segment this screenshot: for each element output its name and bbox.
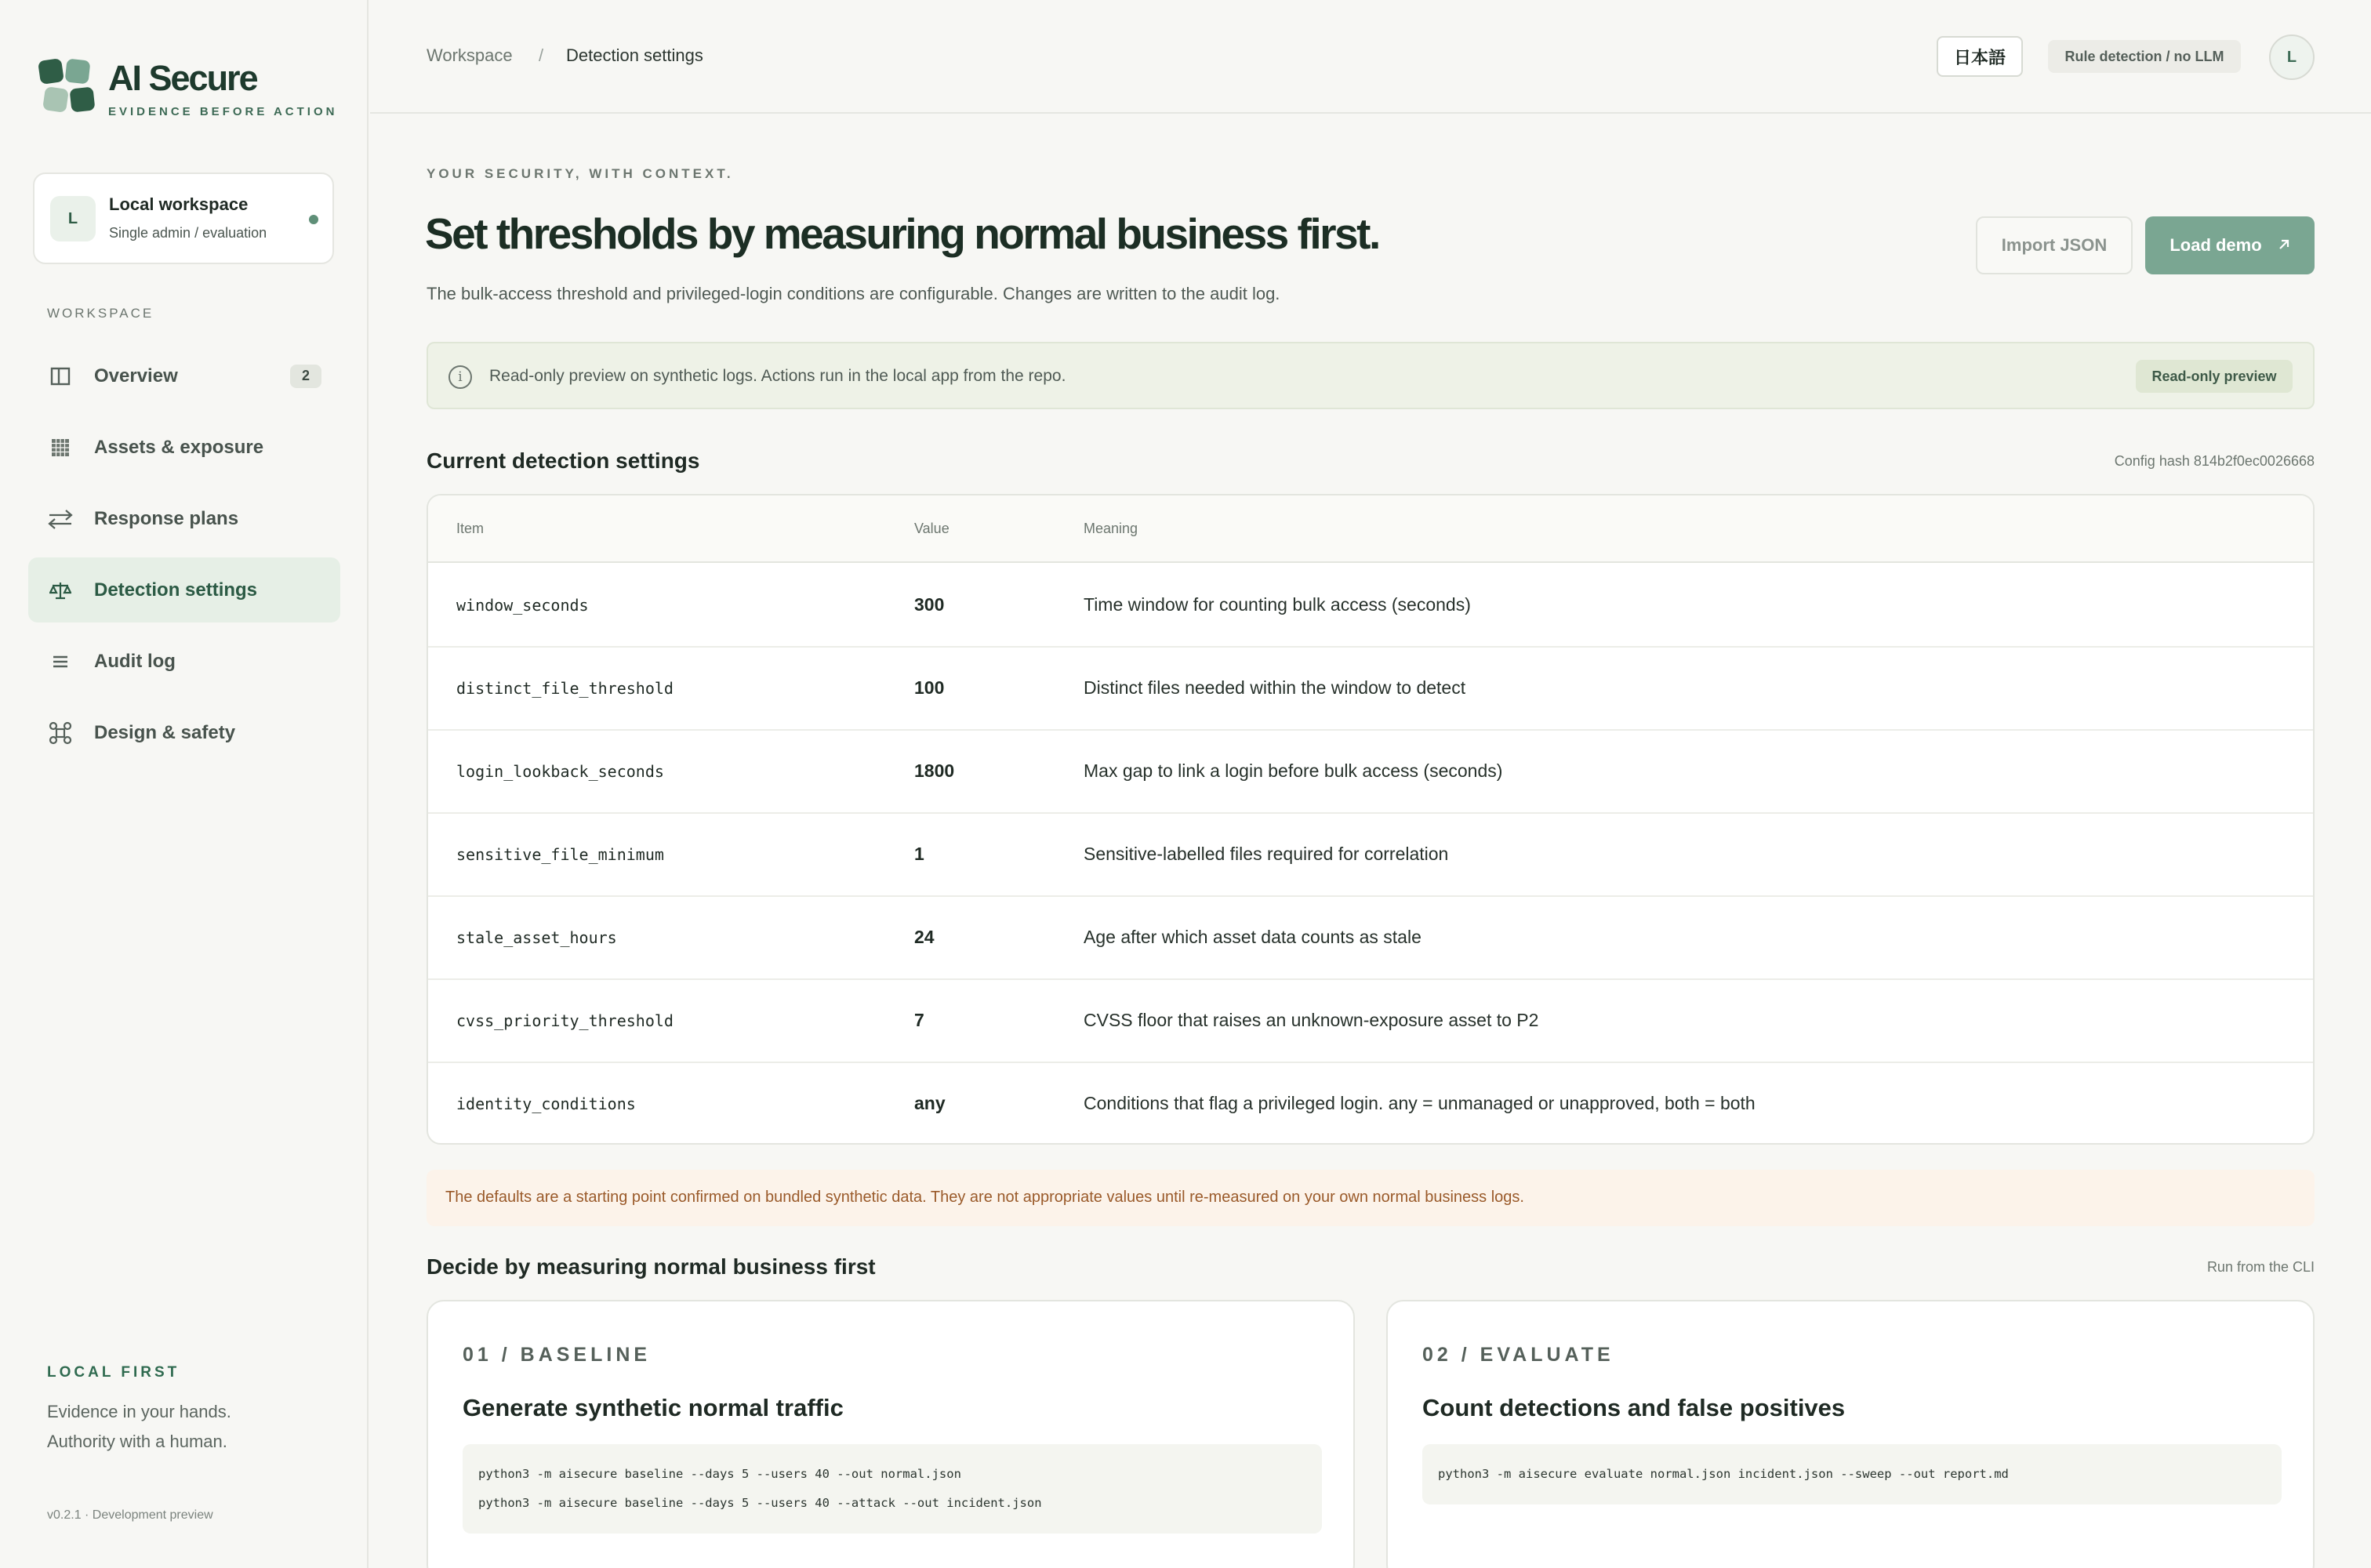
sidebar-item-response-plans[interactable]	[28, 486, 340, 551]
column-header-meaning: Meaning	[1084, 521, 1138, 536]
setting-meaning: Max gap to link a login before bulk access (seconds)	[1084, 760, 1503, 781]
setting-key: sensitive_file_minimum	[456, 845, 664, 864]
breadcrumb-root[interactable]: Workspace	[427, 45, 513, 65]
table-row	[428, 1063, 2313, 1145]
columns-icon	[47, 363, 74, 390]
baseline-card	[427, 1300, 1355, 1568]
page-description: The bulk-access threshold and privileged-login conditions are configurable. Changes are written to the audit log.	[427, 284, 1280, 303]
setting-key: login_lookback_seconds	[456, 762, 664, 781]
config-hash: Config hash 814b2f0ec0026668	[2114, 453, 2315, 469]
arrow-up-right-icon	[2278, 235, 2290, 256]
setting-value: 100	[914, 677, 945, 698]
setting-value: 1	[914, 844, 924, 864]
sidebar-item-assets[interactable]	[28, 415, 340, 480]
code-line: python3 -m aisecure evaluate normal.json incident.json --sweep --out report.md	[1438, 1467, 2009, 1481]
local-first-line-1: Evidence in your hands.	[47, 1402, 231, 1421]
sidebar-item-label: Detection settings	[94, 579, 258, 601]
info-icon: i	[448, 365, 472, 389]
sidebar	[0, 0, 369, 1568]
setting-meaning: Conditions that flag a privileged login. any = unmanaged or unapproved, both = both	[1084, 1093, 1756, 1113]
workspace-subtitle: Single admin / evaluation	[109, 225, 267, 241]
user-avatar[interactable]: L	[2269, 34, 2315, 80]
sidebar-item-label: Assets & exposure	[94, 436, 264, 458]
code-line: python3 -m aisecure baseline --days 5 --users 40 --attack --out incident.json	[478, 1496, 1042, 1510]
import-json-button[interactable]: Import JSON	[1976, 216, 2133, 274]
setting-value: 7	[914, 1010, 924, 1030]
nav-section-label: WORKSPACE	[47, 306, 154, 321]
table-row	[428, 648, 2313, 731]
measure-section-title: Decide by measuring normal business first	[427, 1254, 876, 1279]
brand-name: AI Secure	[108, 58, 257, 98]
scales-icon	[47, 577, 74, 604]
page-title: Set thresholds by measuring normal business first.	[425, 209, 1379, 258]
notice-text: Read-only preview on synthetic logs. Actions run in the local app from the repo.	[489, 367, 1066, 385]
setting-meaning: Age after which asset data counts as stale	[1084, 927, 1422, 947]
local-first-line-2: Authority with a human.	[47, 1432, 227, 1451]
setting-meaning: Sensitive-labelled files required for correlation	[1084, 844, 1449, 864]
brand-logo-icon	[39, 60, 94, 114]
list-icon	[47, 648, 74, 675]
sidebar-item-design-safety[interactable]	[28, 700, 340, 765]
column-header-value: Value	[914, 521, 949, 536]
sidebar-item-label: Overview	[94, 365, 178, 387]
card-step-label: 01 / BASELINE	[463, 1344, 652, 1366]
overview-count-badge: 2	[290, 365, 321, 388]
setting-meaning: Time window for counting bulk access (seconds)	[1084, 594, 1471, 615]
setting-value: 300	[914, 594, 945, 615]
sidebar-item-label: Design & safety	[94, 721, 236, 743]
setting-key: identity_conditions	[456, 1094, 636, 1113]
table-row	[428, 897, 2313, 980]
setting-meaning: Distinct files needed within the window to detect	[1084, 677, 1466, 698]
workspace-switcher[interactable]	[33, 172, 334, 264]
topbar	[370, 0, 2371, 114]
settings-table	[427, 494, 2315, 1145]
setting-value: 1800	[914, 760, 955, 781]
mode-badge: Rule detection / no LLM	[2048, 40, 2241, 73]
brand-tagline: EVIDENCE BEFORE ACTION	[108, 105, 338, 118]
command-icon	[47, 720, 74, 746]
table-row	[428, 980, 2313, 1063]
table-header	[428, 495, 2313, 563]
setting-meaning: CVSS floor that raises an unknown-exposure asset to P2	[1084, 1010, 1539, 1030]
load-demo-label: Load demo	[2169, 235, 2262, 255]
workspace-title: Local workspace	[109, 194, 249, 214]
warning-text: The defaults are a starting point confirmed on bundled synthetic data. They are not appropriate values until re-measured on your own normal business logs.	[445, 1189, 1524, 1206]
read-only-notice	[427, 342, 2315, 409]
load-demo-button[interactable]	[2145, 216, 2315, 274]
sidebar-item-audit-log[interactable]	[28, 629, 340, 694]
code-line: python3 -m aisecure baseline --days 5 --users 40 --out normal.json	[478, 1467, 961, 1481]
breadcrumb-current: Detection settings	[566, 45, 703, 65]
table-row	[428, 731, 2313, 814]
column-header-item: Item	[456, 521, 485, 536]
sidebar-item-detection-settings[interactable]	[28, 557, 340, 622]
defaults-warning	[427, 1170, 2315, 1226]
workspace-avatar: L	[50, 196, 96, 241]
sidebar-item-label: Audit log	[94, 650, 176, 672]
setting-key: distinct_file_threshold	[456, 679, 674, 698]
card-title: Generate synthetic normal traffic	[463, 1394, 844, 1421]
setting-key: window_seconds	[456, 596, 589, 615]
arrows-exchange-icon	[47, 506, 74, 532]
workspace-status-dot	[309, 215, 318, 224]
sidebar-item-label: Response plans	[94, 507, 239, 529]
measure-section-meta: Run from the CLI	[2206, 1259, 2315, 1275]
grid-icon	[47, 434, 74, 461]
brand[interactable]	[39, 56, 353, 127]
card-title: Count detections and false positives	[1422, 1394, 1846, 1421]
language-button[interactable]: 日本語	[1937, 36, 2023, 77]
version-label: v0.2.1 · Development preview	[47, 1508, 213, 1522]
setting-value: any	[914, 1093, 946, 1113]
read-only-badge: Read-only preview	[2136, 360, 2293, 393]
code-block[interactable]	[1422, 1444, 2282, 1504]
table-row	[428, 814, 2313, 897]
evaluate-card	[1386, 1300, 2315, 1568]
table-row	[428, 564, 2313, 648]
breadcrumb-separator: /	[539, 45, 544, 65]
code-block[interactable]	[463, 1444, 1322, 1534]
setting-key: cvss_priority_threshold	[456, 1011, 674, 1030]
setting-value: 24	[914, 927, 935, 947]
card-step-label: 02 / EVALUATE	[1422, 1344, 1614, 1366]
sidebar-item-overview[interactable]	[28, 343, 340, 408]
settings-section-title: Current detection settings	[427, 448, 700, 473]
page-eyebrow: YOUR SECURITY, WITH CONTEXT.	[427, 166, 734, 181]
setting-key: stale_asset_hours	[456, 928, 617, 947]
local-first-heading: LOCAL FIRST	[47, 1364, 180, 1381]
